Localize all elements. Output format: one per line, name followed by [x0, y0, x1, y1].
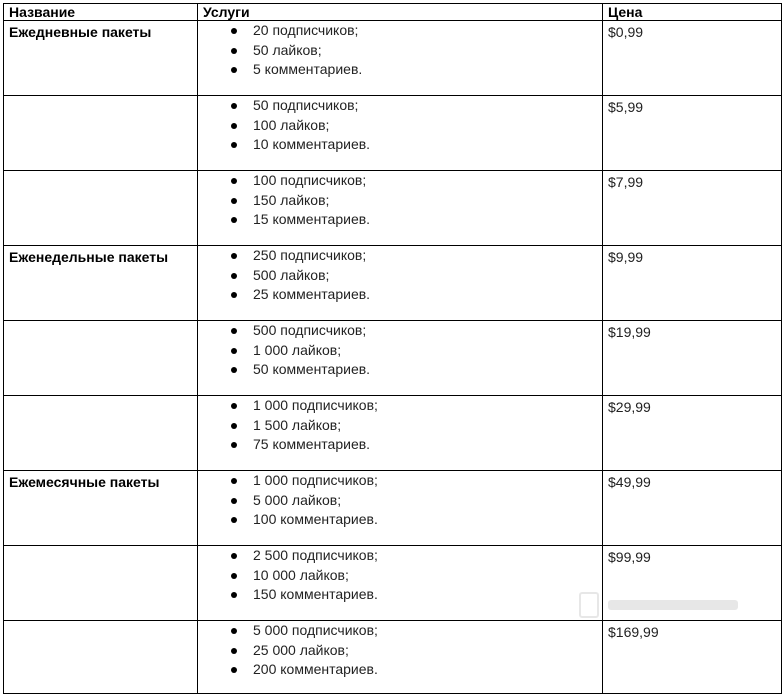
list-item: 25 комментариев. [203, 285, 602, 305]
table-row [4, 321, 782, 396]
services-cell [198, 246, 603, 321]
package-name-cell: Еженедельные пакеты [4, 246, 198, 321]
table-row [4, 471, 782, 546]
services-list [203, 621, 602, 680]
table-row [4, 396, 782, 471]
list-item: 1 000 подписчиков; [203, 396, 602, 416]
list-item: 5 комментариев. [203, 60, 602, 80]
package-name-cell [4, 96, 198, 171]
list-item: 500 подписчиков; [203, 321, 602, 341]
package-name-cell [4, 621, 198, 694]
list-item: 5 000 подписчиков; [203, 621, 602, 641]
services-cell [198, 96, 603, 171]
services-cell [198, 321, 603, 396]
table-body [4, 21, 782, 694]
list-item: 250 подписчиков; [203, 246, 602, 266]
services-cell [198, 621, 603, 694]
list-item: 500 лайков; [203, 266, 602, 286]
table-row [4, 546, 782, 621]
table-header [4, 4, 782, 21]
price-cell: $0,99 [603, 21, 782, 96]
price-cell: $29,99 [603, 396, 782, 471]
services-list [203, 321, 602, 380]
list-item: 15 комментариев. [203, 210, 602, 230]
list-item: 75 комментариев. [203, 435, 602, 455]
services-list [203, 471, 602, 530]
list-item: 200 комментариев. [203, 660, 602, 680]
services-list [203, 21, 602, 80]
services-list [203, 96, 602, 155]
table-row [4, 21, 782, 96]
price-cell: $9,99 [603, 246, 782, 321]
table-row [4, 96, 782, 171]
list-item: 2 500 подписчиков; [203, 546, 602, 566]
header-services: Услуги [198, 4, 603, 21]
header-row [4, 4, 782, 21]
price-cell: $7,99 [603, 171, 782, 246]
package-name-cell: Ежемесячные пакеты [4, 471, 198, 546]
header-price: Цена [603, 4, 782, 21]
price-cell: $49,99 [603, 471, 782, 546]
price-cell: $5,99 [603, 96, 782, 171]
table-row [4, 246, 782, 321]
list-item: 50 лайков; [203, 41, 602, 61]
services-list [203, 396, 602, 455]
table-row [4, 171, 782, 246]
list-item: 5 000 лайков; [203, 491, 602, 511]
table-row [4, 621, 782, 694]
services-cell [198, 546, 603, 621]
services-list [203, 246, 602, 305]
package-name-cell [4, 171, 198, 246]
services-cell [198, 471, 603, 546]
list-item: 100 подписчиков; [203, 171, 602, 191]
package-name-cell [4, 396, 198, 471]
services-cell [198, 171, 603, 246]
list-item: 1 000 подписчиков; [203, 471, 602, 491]
list-item: 150 лайков; [203, 191, 602, 211]
price-cell: $19,99 [603, 321, 782, 396]
services-list [203, 171, 602, 230]
package-name-cell [4, 321, 198, 396]
list-item: 1 000 лайков; [203, 341, 602, 361]
price-cell: $169,99 [603, 621, 782, 694]
package-name-cell [4, 546, 198, 621]
list-item: 10 комментариев. [203, 135, 602, 155]
list-item: 1 500 лайков; [203, 416, 602, 436]
list-item: 50 подписчиков; [203, 96, 602, 116]
list-item: 150 комментариев. [203, 585, 602, 605]
list-item: 100 комментариев. [203, 510, 602, 530]
pricing-table [3, 3, 782, 694]
list-item: 100 лайков; [203, 116, 602, 136]
services-cell [198, 21, 603, 96]
list-item: 20 подписчиков; [203, 21, 602, 41]
list-item: 10 000 лайков; [203, 566, 602, 586]
package-name-cell: Ежедневные пакеты [4, 21, 198, 96]
list-item: 25 000 лайков; [203, 641, 602, 661]
services-list [203, 546, 602, 605]
price-cell: $99,99 [603, 546, 782, 621]
services-cell [198, 396, 603, 471]
list-item: 50 комментариев. [203, 360, 602, 380]
header-name: Название [4, 4, 198, 21]
